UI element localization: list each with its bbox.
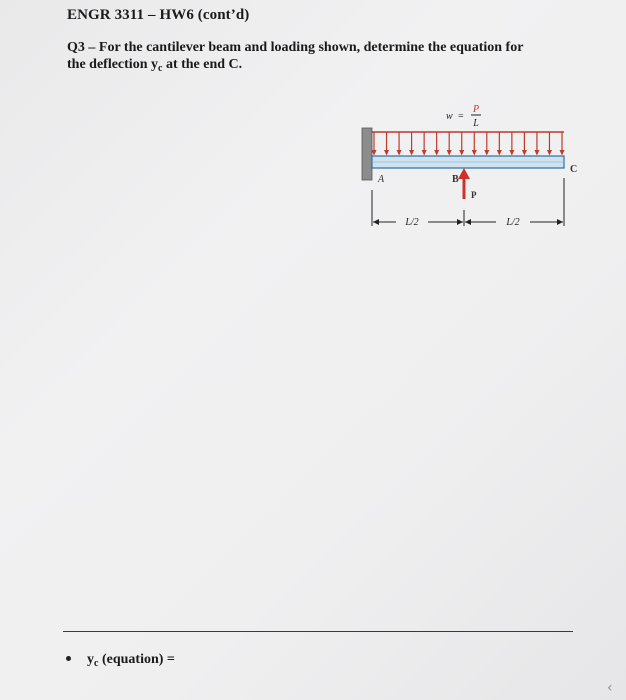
distributed-load-label	[446, 104, 481, 129]
dimension-right-label: L/2	[506, 217, 520, 228]
question-line-1: Q3 – For the cantilever beam and loading shown, determine the equation for	[67, 40, 524, 55]
question-line-2-subscript: c	[157, 63, 163, 74]
answer-separator-line	[63, 631, 573, 632]
load-arrow	[472, 132, 477, 156]
load-arrow	[560, 132, 565, 156]
question-text	[67, 39, 587, 77]
beam-diagram	[340, 98, 585, 243]
load-w-symbol: w	[446, 111, 453, 122]
load-arrow	[422, 132, 427, 156]
point-load-label: P	[471, 190, 477, 200]
load-arrow	[497, 132, 502, 156]
page-header: ENGR 3311 – HW6 (cont’d)	[67, 7, 250, 23]
question-line-2-start: the deflection y	[67, 57, 158, 72]
load-arrow	[509, 132, 514, 156]
label-b: B	[452, 174, 459, 185]
question-line-2-end: at the end C.	[162, 57, 243, 72]
load-arrow	[447, 132, 452, 156]
fixed-support-wall	[362, 128, 372, 180]
load-denominator: L	[473, 118, 479, 129]
load-arrow	[397, 132, 402, 156]
point-load-arrowhead	[458, 168, 470, 179]
load-arrow	[409, 132, 414, 156]
label-a: A	[378, 174, 385, 185]
question-line-2	[67, 56, 587, 77]
load-arrow	[484, 132, 489, 156]
load-arrow	[522, 132, 527, 156]
bullet-icon	[66, 656, 71, 661]
load-arrow	[384, 132, 389, 156]
load-arrow	[534, 132, 539, 156]
answer-label: (equation) =	[98, 652, 175, 667]
answer-variable: y	[87, 652, 94, 667]
answer-line	[66, 652, 175, 669]
dimension-left-label: L/2	[405, 217, 419, 228]
chevron-left-icon[interactable]: ‹	[607, 680, 613, 696]
load-arrow	[459, 132, 464, 156]
load-arrow	[434, 132, 439, 156]
label-c: C	[570, 164, 578, 175]
beam-diagram-svg	[340, 98, 585, 238]
distributed-load	[370, 132, 565, 156]
point-load-p	[458, 168, 477, 200]
load-arrow	[547, 132, 552, 156]
load-numerator: P	[472, 104, 480, 115]
load-equals-symbol: =	[458, 111, 464, 122]
distributed-load-arrows	[372, 132, 565, 156]
answer-subscript: c	[94, 658, 99, 669]
dimension-lines	[372, 178, 564, 228]
